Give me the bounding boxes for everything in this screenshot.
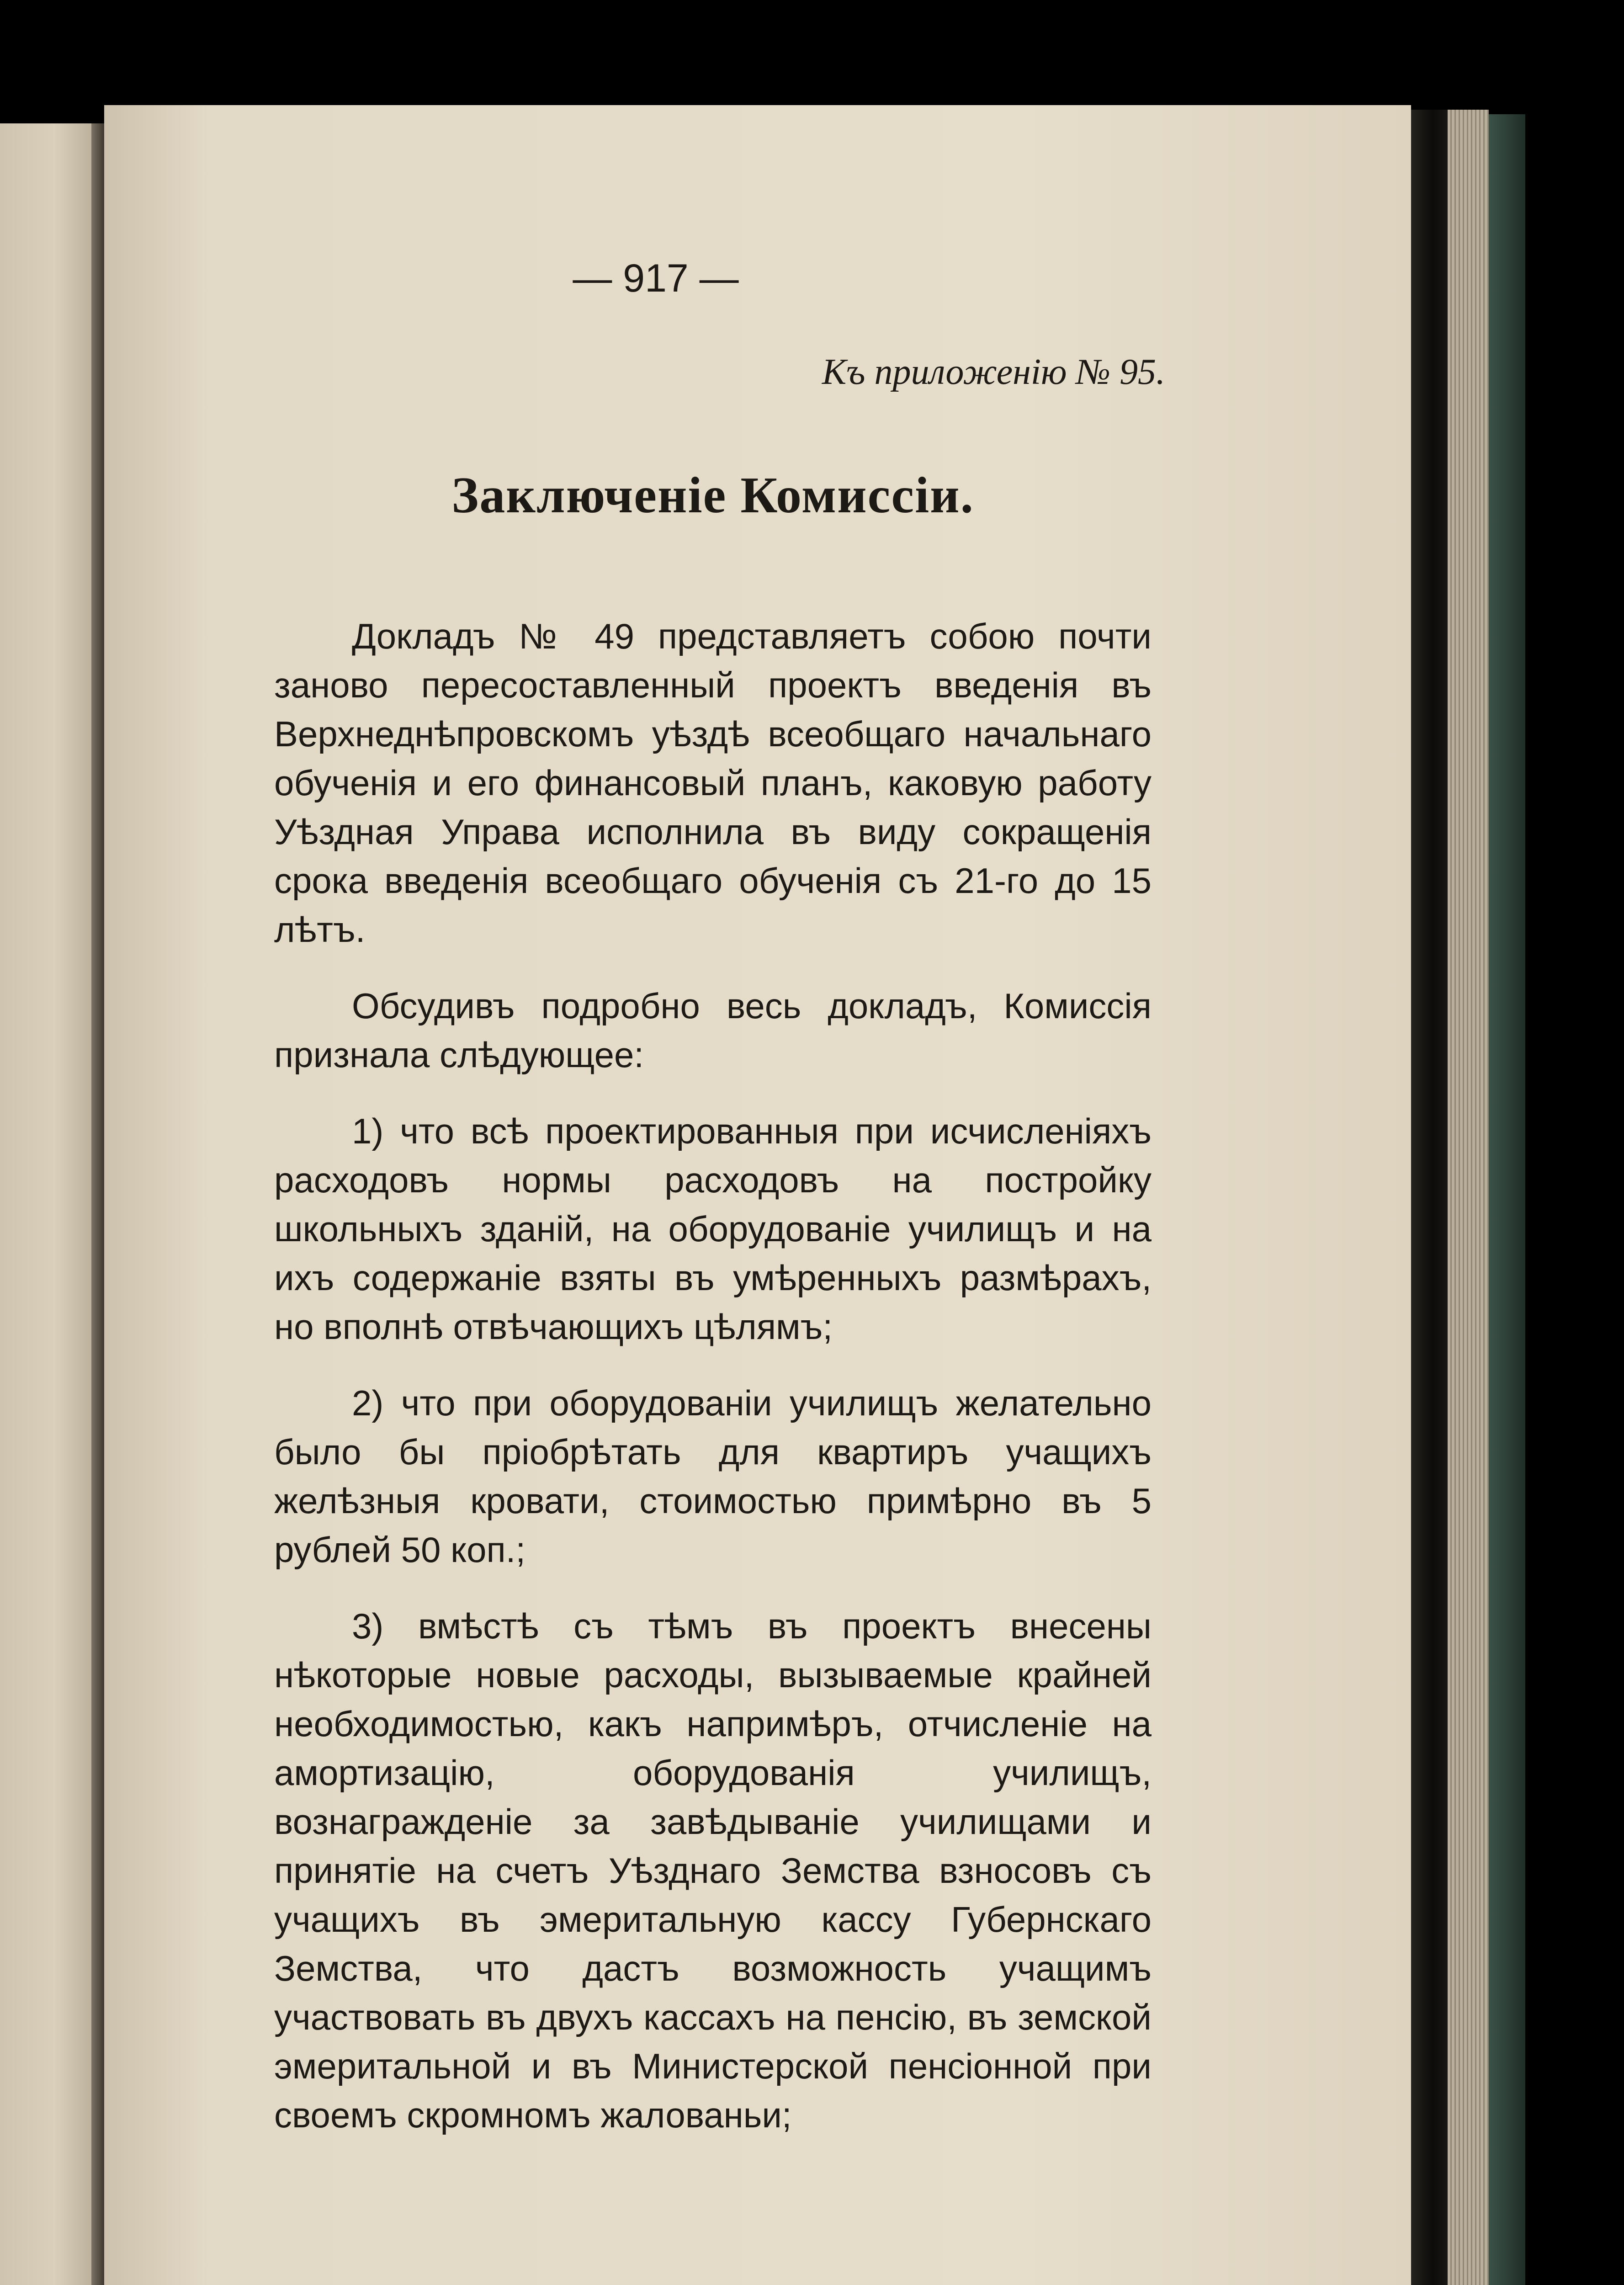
book-gutter <box>91 123 104 2285</box>
paragraph: 2) что при оборудованіи училищъ желательно было бы пріобрѣтать для квартиръ учащихъ желѣзныя кровати, стоимостью примѣрно въ 5 рублей 50 коп.; <box>274 1383 1152 1570</box>
appendix-label: Къ приложенію № 95. <box>822 352 1165 392</box>
page-stack-edge <box>1448 110 1489 2285</box>
paragraph: 1) что всѣ проектированныя при исчисленіяхъ расходовъ нормы расходовъ на постройку школьныхъ зданій, на оборудованіе училищъ и на ихъ содержаніе взяты въ умѣренныхъ размѣрахъ, но вполнѣ отвѣчающихъ цѣлямъ; <box>274 1111 1152 1347</box>
book-cover-edge <box>1489 114 1525 2285</box>
document-title: Заключеніе Комиссіи. <box>451 467 974 524</box>
left-page-edge <box>0 123 91 2285</box>
paragraph: Докладъ № 49 представляетъ собою почти заново пересоставленный проектъ введенія въ Верхнеднѣпровскомъ уѣздѣ всеобщаго начальнаго обученія и его финансовый планъ, каковую работу Уѣздная Управа исполнила въ виду сокращенія срока введенія всеобщаго обученія съ 21-го до 15 лѣтъ. <box>274 616 1152 950</box>
body-text <box>274 612 1152 2140</box>
paragraph: 3) вмѣстѣ съ тѣмъ въ проектъ внесены нѣкоторые новые расходы, вызываемые крайней необходимостью, какъ напримѣръ, отчисленіе на амортизацію, оборудованія училищъ, вознагражденіе за завѣдываніе училищами и принятіе на счетъ Уѣзднаго Земства взносовъ съ учащихъ въ эмеритальную кассу Губернскаго Земства, что дастъ возможность учащимъ участвовать въ двухъ кассахъ на пенсію, въ земской эмеритальной и въ Министерской пенсіонной при своемъ скромномъ жалованьи; <box>274 1606 1152 2135</box>
page-content <box>274 256 1165 2167</box>
paragraph: Обсудивъ подробно весь докладъ, Комиссія признала слѣдующее: <box>274 986 1152 1075</box>
page-number: — 917 — <box>573 256 739 300</box>
page-edge-shadow <box>1411 110 1448 2285</box>
